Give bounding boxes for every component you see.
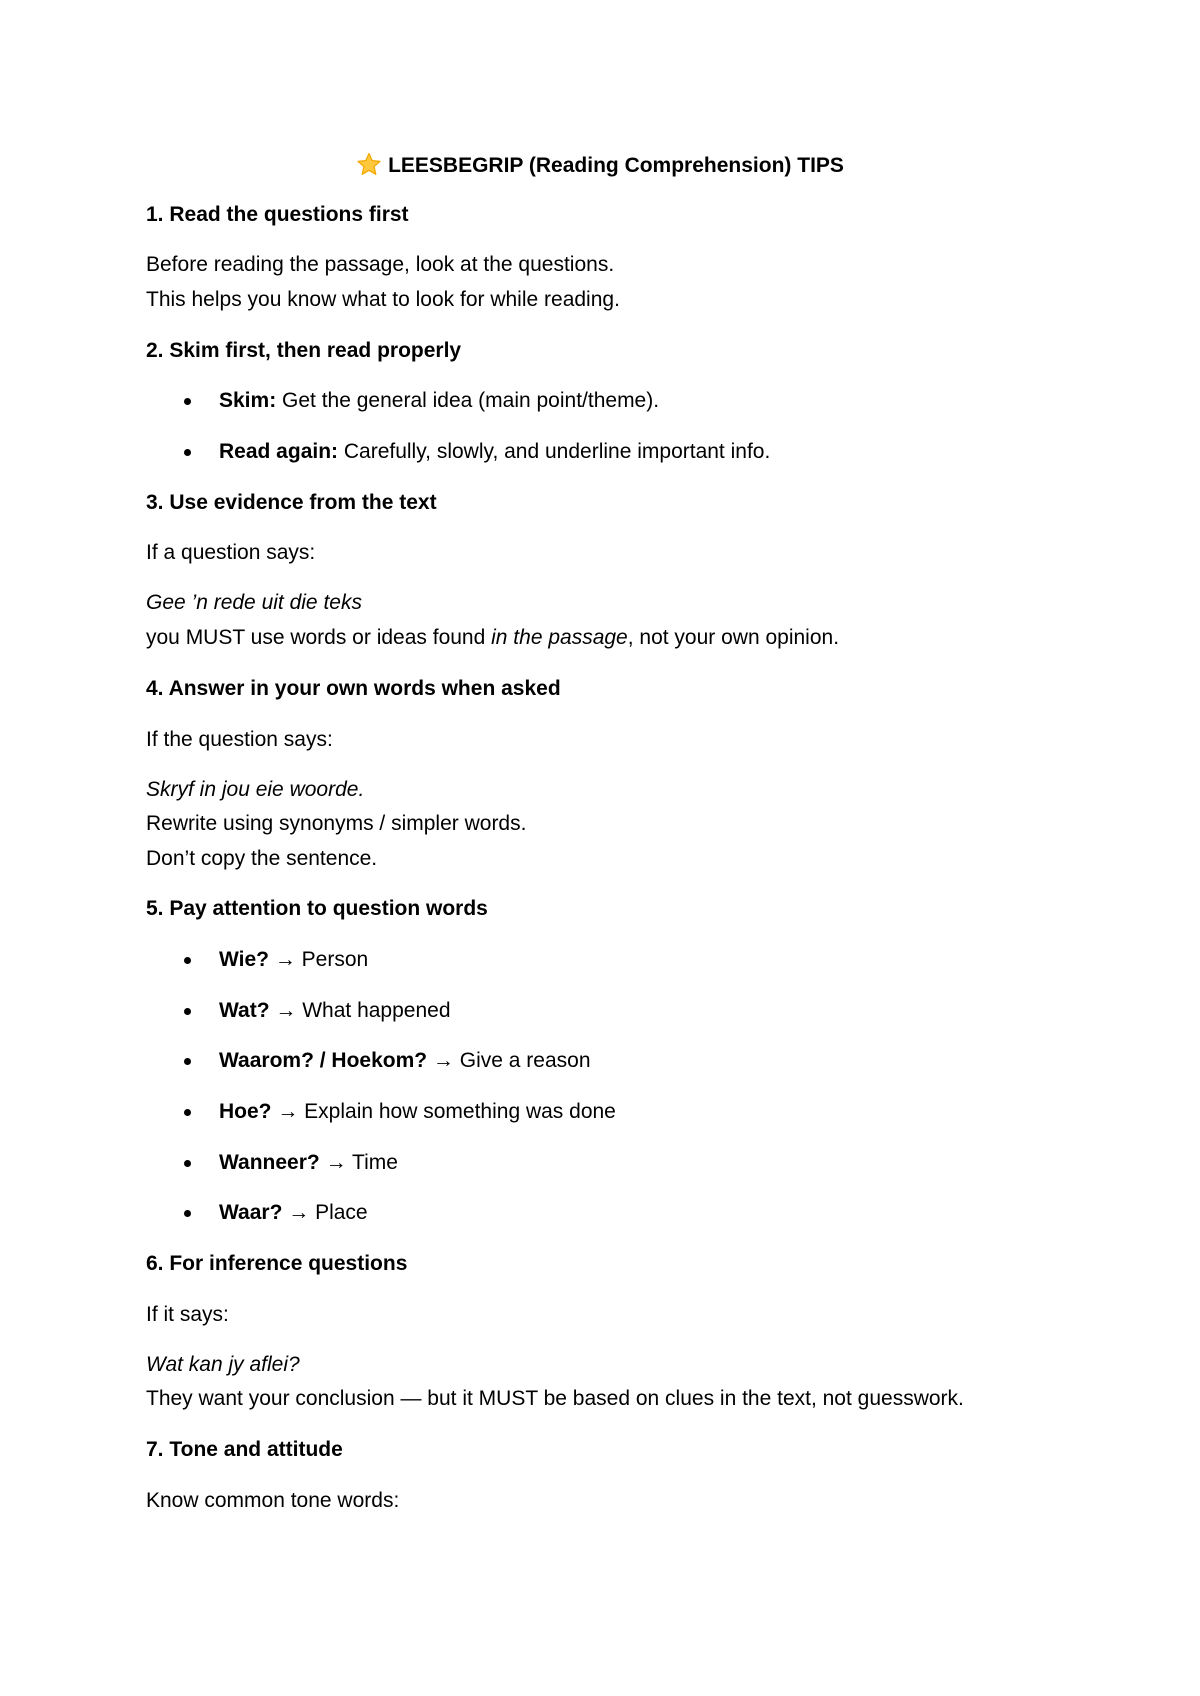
bullet-dot [184,449,191,456]
emphasis-text: in the passage [491,626,628,649]
bullet-text [219,439,770,465]
bullet-dot [184,1109,191,1116]
question-word: Waarom? / Hoekom? [219,1049,428,1072]
section-5-heading: 5. Pay attention to question words [146,897,488,920]
bullet-text [219,1048,591,1074]
question-word: Wie? [219,948,269,971]
section-1-paragraph-2: This helps you know what to look for while reading. [146,288,620,311]
question-word: Wat? [219,999,270,1022]
section-1-paragraph-1: Before reading the passage, look at the questions. [146,253,615,276]
bullet-dot [184,1008,191,1015]
document-title [0,152,1200,179]
section-3-quote: Gee ’n rede uit die teks [146,591,362,614]
paragraph-text: you MUST use words or ideas found [146,626,492,649]
question-word: Waar? [219,1201,283,1224]
bullet-text [219,998,451,1024]
paragraph-text: , not your own opinion. [627,626,840,649]
bullet-text [219,388,659,414]
question-meaning: → Time [319,1151,398,1174]
bullet-text [219,1099,616,1125]
bullet-dot [184,1160,191,1167]
section-2-heading: 2. Skim first, then read properly [146,339,462,362]
section-4-paragraph-3: Don’t copy the sentence. [146,847,378,870]
section-6-quote: Wat kan jy aflei? [146,1353,300,1376]
question-meaning: → Explain how something was done [271,1100,616,1123]
bullet-description: Get the general idea (main point/theme). [276,389,660,412]
question-meaning: → Give a reason [427,1049,591,1072]
question-word: Hoe? [219,1100,272,1123]
question-word: Wanneer? [219,1151,320,1174]
bullet-term: Skim: [219,389,277,412]
section-6-paragraph-1: If it says: [146,1303,229,1326]
bullet-dot [184,398,191,405]
title-text: LEESBEGRIP (Reading Comprehension) TIPS [388,154,844,177]
section-4-heading: 4. Answer in your own words when asked [146,677,561,700]
bullet-dot [184,1058,191,1065]
section-6-paragraph-2: They want your conclusion — but it MUST be based on clues in the text, not guesswork. [146,1387,964,1410]
question-meaning: → What happened [269,999,451,1022]
section-3-paragraph-2 [146,625,839,651]
bullet-text [219,1150,398,1176]
bullet-dot [184,1210,191,1217]
section-3-heading: 3. Use evidence from the text [146,491,437,514]
bullet-dot [184,957,191,964]
bullet-text [219,1200,368,1226]
bullet-text [219,947,368,973]
section-4-quote: Skryf in jou eie woorde. [146,778,365,801]
section-7-heading: 7. Tone and attitude [146,1438,343,1461]
section-4-paragraph-1: If the question says: [146,728,333,751]
star-icon [356,152,382,176]
section-6-heading: 6. For inference questions [146,1252,408,1275]
section-4-paragraph-2: Rewrite using synonyms / simpler words. [146,812,527,835]
section-1-heading: 1. Read the questions first [146,203,409,226]
question-meaning: → Person [268,948,369,971]
section-7-paragraph-1: Know common tone words: [146,1489,400,1512]
bullet-description: Carefully, slowly, and underline important info. [338,440,771,463]
section-3-paragraph-1: If a question says: [146,541,316,564]
question-meaning: → Place [282,1201,368,1224]
bullet-term: Read again: [219,440,339,463]
